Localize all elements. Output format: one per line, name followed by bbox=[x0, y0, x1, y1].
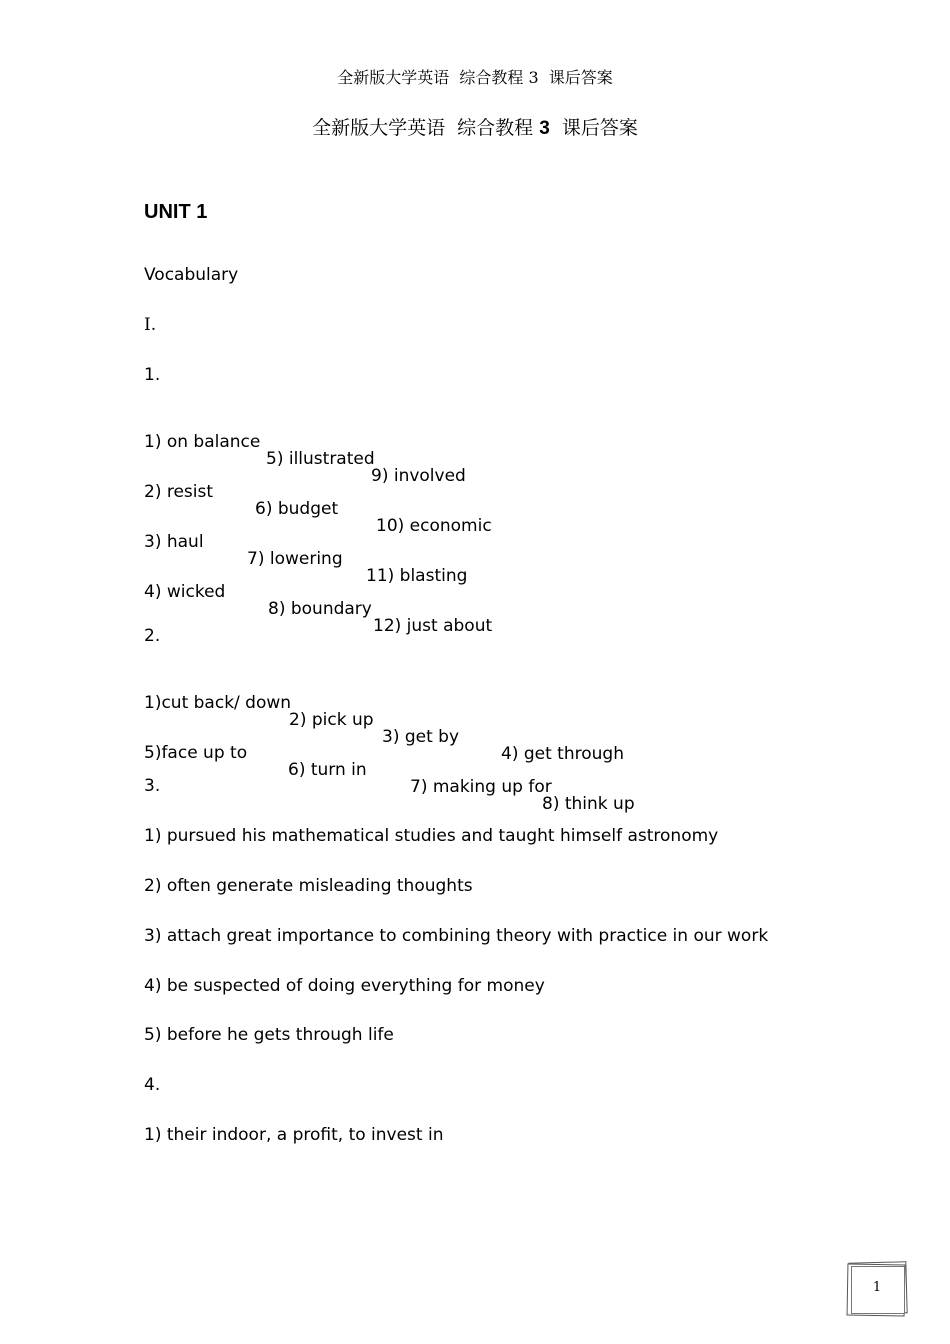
page-number: 1 bbox=[872, 1280, 882, 1295]
exercise-1-label: 1. bbox=[144, 365, 161, 385]
answer: 8) boundary bbox=[268, 599, 372, 619]
answer: 10) economic bbox=[376, 516, 492, 536]
answer: 7) making up for bbox=[410, 777, 552, 797]
title-suffix: 课后答案 bbox=[549, 117, 638, 139]
exercise-4-item: 1) their indoor, a profit, to invest in bbox=[144, 1125, 444, 1145]
exercise-3-item: 3) attach great importance to combining theory with practice in our work bbox=[144, 926, 769, 946]
answer: 11) blasting bbox=[366, 566, 468, 586]
running-header: 全新版大学英语 综合教程 3 课后答案 bbox=[337, 68, 613, 87]
answer: 3) get by bbox=[382, 727, 460, 747]
answer: 1)cut back/ down bbox=[144, 693, 292, 713]
answer: 5)face up to bbox=[144, 743, 248, 763]
answer: 4) wicked bbox=[144, 582, 226, 602]
exercise-3-item: 1) pursued his mathematical studies and taught himself astronomy bbox=[144, 826, 719, 846]
unit-heading: UNIT 1 bbox=[144, 201, 208, 223]
document-title bbox=[0, 119, 950, 138]
exercise-3-label: 3. bbox=[144, 776, 161, 796]
answer: 4) get through bbox=[501, 744, 624, 764]
section-heading: Vocabulary bbox=[144, 265, 239, 285]
answer: 5) illustrated bbox=[266, 449, 375, 469]
exercise-3-item: 4) be suspected of doing everything for money bbox=[144, 976, 545, 996]
title-number: 3 bbox=[539, 118, 550, 139]
answer: 9) involved bbox=[371, 466, 466, 486]
exercise-2-label: 2. bbox=[144, 626, 161, 646]
exercise-4-label: 4. bbox=[144, 1075, 161, 1095]
exercise-3-item: 2) often generate misleading thoughts bbox=[144, 876, 473, 896]
answer: 1) on balance bbox=[144, 432, 261, 452]
exercise-3-item: 5) before he gets through life bbox=[144, 1025, 394, 1045]
part-label: I. bbox=[144, 315, 157, 335]
answer: 7) lowering bbox=[247, 549, 343, 569]
answer: 2) pick up bbox=[289, 710, 374, 730]
answer: 3) haul bbox=[144, 532, 204, 552]
answer: 6) budget bbox=[255, 499, 339, 519]
answer: 8) think up bbox=[542, 794, 635, 814]
page-number-box bbox=[847, 1262, 907, 1314]
answer: 12) just about bbox=[373, 616, 493, 636]
title-prefix: 全新版大学英语 综合教程 bbox=[312, 117, 540, 139]
answer: 6) turn in bbox=[288, 760, 367, 780]
answer: 2) resist bbox=[144, 482, 214, 502]
